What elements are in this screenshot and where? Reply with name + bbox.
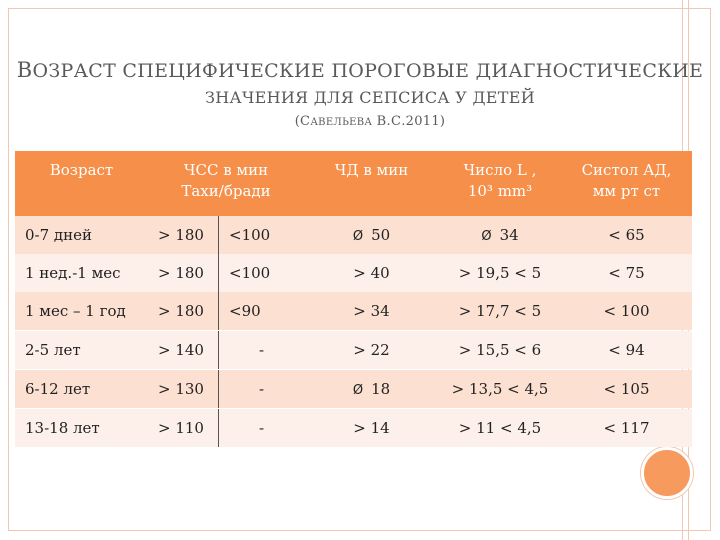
cell-wbc: > 17,7 < 5 xyxy=(458,302,542,320)
table-row xyxy=(15,331,692,369)
cell-hr-brady: <100 xyxy=(218,254,304,292)
bullet-arrow-icon: Ø xyxy=(352,383,364,398)
table-row xyxy=(15,216,692,254)
cell-sbp: < 105 xyxy=(603,380,650,398)
cell-hr-brady: - xyxy=(218,409,304,447)
cell-hr-brady: <100 xyxy=(218,216,304,254)
table-row xyxy=(15,292,692,330)
cell-hr-tachy: > 180 xyxy=(158,226,204,244)
table-row xyxy=(15,370,692,408)
cell-sbp: < 94 xyxy=(608,341,645,359)
cell-resp-rate: > 22 xyxy=(353,341,390,359)
bullet-arrow-icon: Ø xyxy=(481,229,492,244)
header-resp-rate: ЧД в мин xyxy=(334,161,409,179)
cell-hr-brady: - xyxy=(218,370,304,408)
bullet-arrow-icon: Ø xyxy=(352,229,364,244)
cell-sbp: < 100 xyxy=(603,302,650,320)
table-row xyxy=(15,254,692,292)
cell-resp-rate: > 40 xyxy=(353,264,390,282)
cell-age: 0-7 дней xyxy=(25,226,93,244)
cell-sbp: < 65 xyxy=(608,226,645,244)
cell-wbc: > 19,5 < 5 xyxy=(458,264,542,282)
cell-sbp: < 75 xyxy=(608,264,645,282)
table-header xyxy=(15,151,692,216)
header-age: Возраст xyxy=(49,161,114,179)
header-sbp: Систол АД, мм рт ст xyxy=(581,161,672,200)
cell-resp-rate: Ø 50 xyxy=(352,226,391,244)
cell-wbc: Ø 34 xyxy=(481,226,519,244)
cell-hr-tachy: > 180 xyxy=(158,302,204,320)
cell-age: 6-12 лет xyxy=(25,380,91,398)
cell-hr-brady: - xyxy=(218,331,304,369)
cell-hr-tachy: > 130 xyxy=(158,380,204,398)
cell-age: 13-18 лет xyxy=(25,419,100,437)
decor-circle xyxy=(641,447,693,499)
cell-age: 2-5 лет xyxy=(25,341,81,359)
slide-title-line1: ВОЗРАСТ СПЕЦИФИЧЕСКИЕ ПОРОГОВЫЕ ДИАГНОСТИЧЕСКИЕ xyxy=(16,58,704,82)
slide-subtitle: (САВЕЛЬЕВА В.С.2011) xyxy=(294,114,446,129)
table-row xyxy=(15,409,692,447)
cell-resp-rate: > 34 xyxy=(353,302,390,320)
cell-wbc: > 11 < 4,5 xyxy=(458,419,542,437)
cell-resp-rate: Ø 18 xyxy=(352,380,391,398)
cell-wbc: > 13,5 < 4,5 xyxy=(451,380,549,398)
cell-sbp: < 117 xyxy=(603,419,650,437)
cell-wbc: > 15,5 < 6 xyxy=(458,341,542,359)
cell-resp-rate: > 14 xyxy=(353,419,390,437)
cell-hr-brady: <90 xyxy=(218,292,304,330)
slide-title-line2: ЗНАЧЕНИЯ ДЛЯ СЕПСИСА У ДЕТЕЙ xyxy=(205,88,535,107)
header-heart-rate: ЧСС в мин Тахи/бради xyxy=(181,161,271,200)
cell-age: 1 мес – 1 год xyxy=(25,302,126,320)
cell-hr-tachy: > 110 xyxy=(158,419,204,437)
header-wbc: Число L , 10³ mm³ xyxy=(463,161,537,200)
cell-hr-tachy: > 180 xyxy=(158,264,204,282)
cell-age: 1 нед.-1 мес xyxy=(25,264,121,282)
cell-hr-tachy: > 140 xyxy=(158,341,204,359)
